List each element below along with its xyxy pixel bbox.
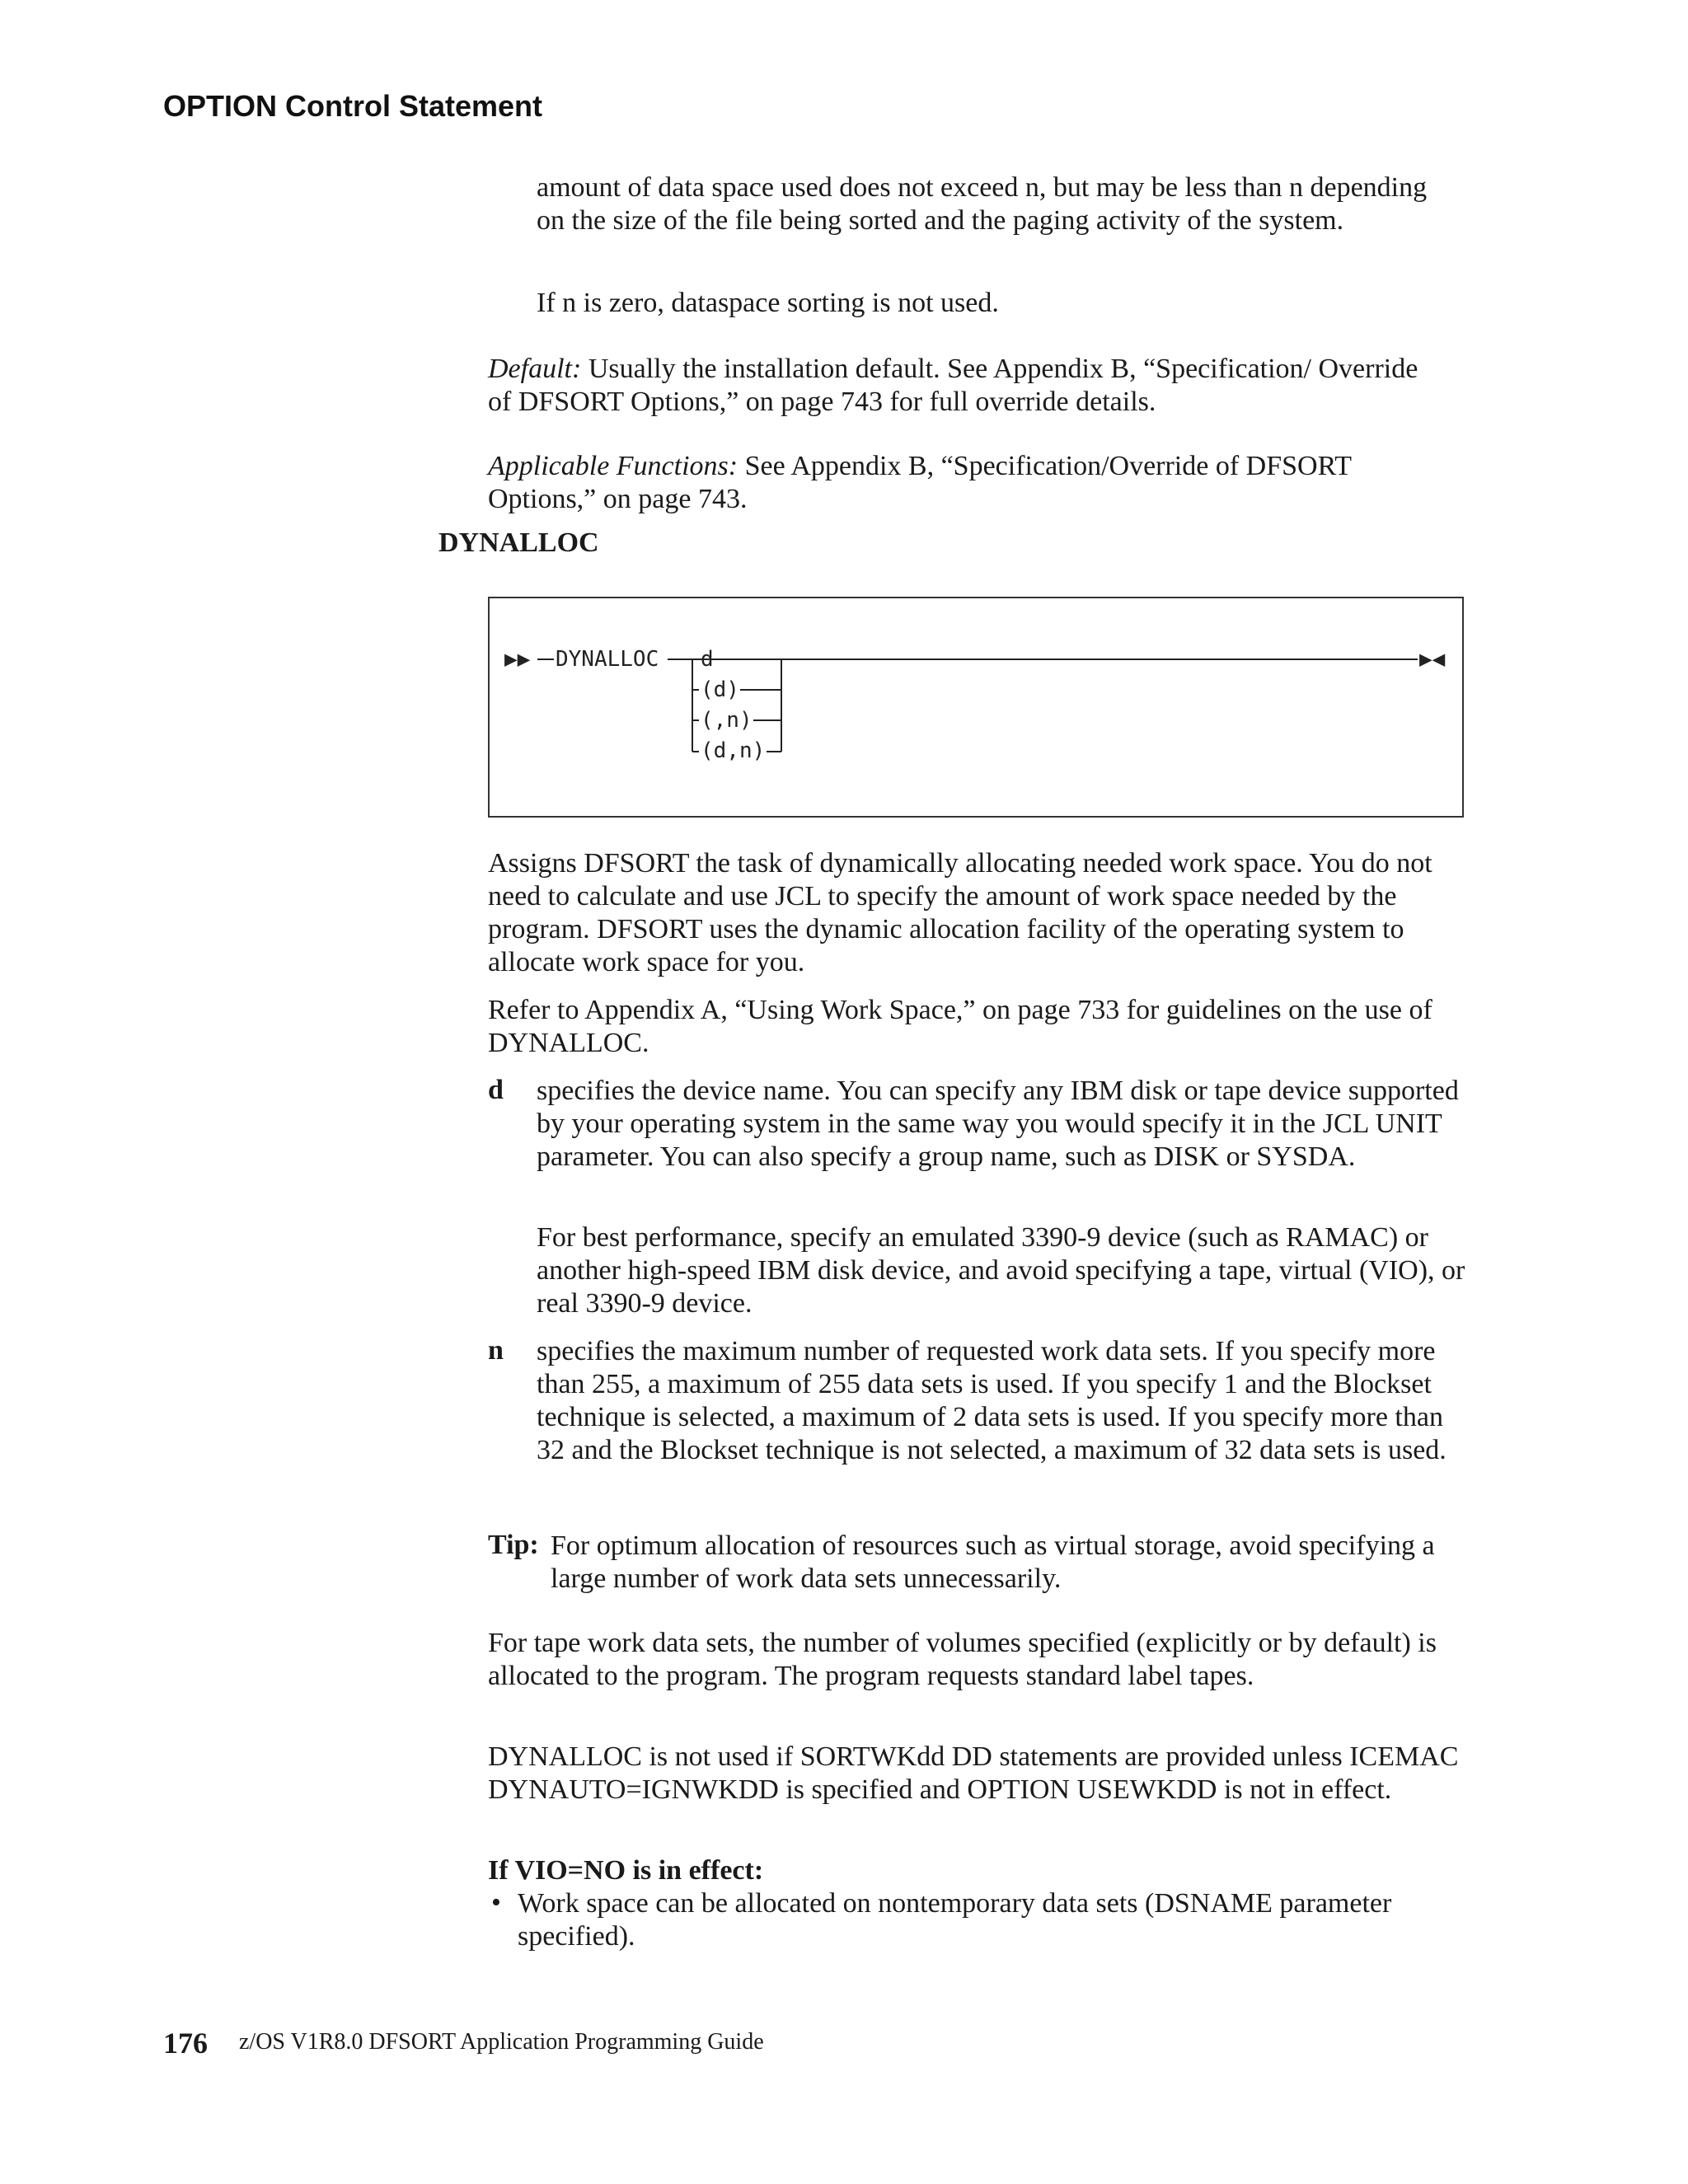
running-header: OPTION Control Statement xyxy=(163,89,543,123)
applicable-functions-paragraph xyxy=(488,450,1428,516)
syntax-start-marker: ▶▶ xyxy=(504,647,531,672)
page-number: 176 xyxy=(163,2027,208,2060)
param-d-term: d xyxy=(488,1075,504,1105)
applicable-text: See Appendix B, “Specification/Override of DFSORT Options,” on page 743. xyxy=(488,451,1352,514)
default-text: Usually the installation default. See Appendix B, “Specification/ Override of DFSORT Options,” on page 743 for full override details. xyxy=(488,354,1418,417)
vio-heading: If VIO=NO is in effect: xyxy=(488,1855,764,1886)
applicable-label: Applicable Functions: xyxy=(488,451,738,481)
param-n-term: n xyxy=(488,1335,504,1366)
bullet-marker: • xyxy=(491,1887,501,1918)
syntax-diagram xyxy=(488,597,1464,818)
tip-text: For optimum allocation of resources such as virtual storage, avoid specifying a large number of work data sets unnecessarily. xyxy=(551,1530,1435,1594)
syntax-keyword: DYNALLOC xyxy=(556,647,659,672)
syntax-choice-paren-d: (d) xyxy=(701,677,739,702)
dynalloc-note-paragraph: DYNALLOC is not used if SORTWKdd DD statements are provided unless ICEMAC DYNAUTO=IGNWKDD is specified and OPTION USEWKDD is not in effect. xyxy=(488,1741,1459,1805)
syntax-rails xyxy=(537,659,1418,752)
description-paragraph-2: Refer to Appendix A, “Using Work Space,” on page 733 for guidelines on the use of DYNALLOC. xyxy=(488,995,1432,1058)
tip-label: Tip: xyxy=(488,1530,539,1560)
param-d-performance-note: For best performance, specify an emulated 3390-9 device (such as RAMAC) or another high-speed IBM disk device, and avoid specifying a tape, virtual (VIO), or real 3390-9 device. xyxy=(537,1222,1465,1319)
syntax-end-marker: ▶◀ xyxy=(1419,647,1446,672)
description-paragraph-1: Assigns DFSORT the task of dynamically allocating needed work space. You do not need to calculate and use JCL to specify the amount of work space needed by the program. DFSORT uses the dynamic allocation facility of the operating system to allocate work space for you. xyxy=(488,848,1432,977)
zero-dataspace-paragraph: If n is zero, dataspace sorting is not used. xyxy=(537,288,999,318)
dynalloc-heading: DYNALLOC xyxy=(438,527,599,558)
book-title: z/OS V1R8.0 DFSORT Application Programming Guide xyxy=(239,2029,764,2055)
tape-note-paragraph: For tape work data sets, the number of volumes specified (explicitly or by default) is allocated to the program. The program requests standard label tapes. xyxy=(488,1628,1437,1691)
syntax-diagram-graphic xyxy=(490,598,1462,816)
syntax-choice-comma-n: (,n) xyxy=(701,708,753,733)
syntax-choice-d-n: (d,n) xyxy=(701,738,766,763)
syntax-choice-d: d xyxy=(701,647,714,672)
default-paragraph xyxy=(488,353,1428,419)
continuation-paragraph: amount of data space used does not exceed n, but may be less than n depending on the size of the file being sorted and the paging activity of the system. xyxy=(537,172,1428,236)
default-label: Default: xyxy=(488,354,582,384)
param-n-description: specifies the maximum number of requested work data sets. If you specify more than 255, a maximum of 255 data sets is used. If you specify 1 and the Blockset technique is selected, a maximum of 2 data sets is used. If you specify more than 32 and the Blockset technique is not selected, a maximum of 32 data sets is used. xyxy=(537,1336,1447,1465)
bullet-item-1: Work space can be allocated on nontemporary data sets (DSNAME parameter specified). xyxy=(518,1888,1392,1952)
param-d-description: specifies the device name. You can specify any IBM disk or tape device supported by your operating system in the same way you would specify it in the JCL UNIT parameter. You can also specify a group name, such as DISK or SYSDA. xyxy=(537,1076,1459,1172)
